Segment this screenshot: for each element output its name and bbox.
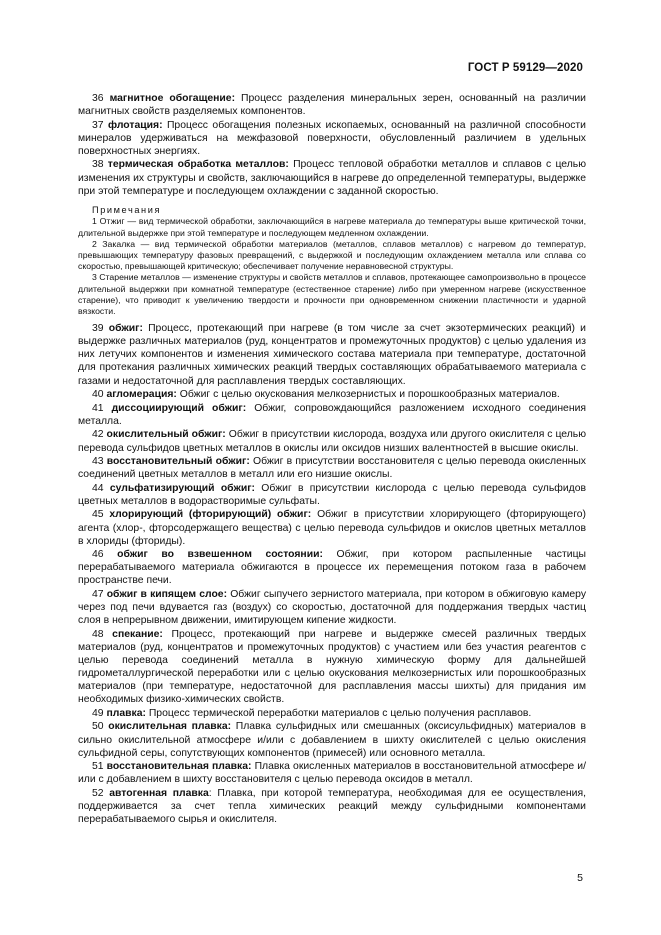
definition-52 <box>78 787 586 826</box>
definition-number: 36 <box>92 93 104 104</box>
definition-text: Процесс, протекающий при нагреве (в том числе за счет экзотермических реакций) и выдержке различных материалов (руд, концентратов и промежуточных продуктов) с целью удаления из них летучих компонентов и изменения химического состава материала при температуре, достаточной для протекания различных химических реакций твердых составляющих обрабатываемого материала с газами и недостаточной для расплавления твердых составляющих. <box>78 323 586 387</box>
definition-44 <box>78 482 586 508</box>
definition-term: сульфатизирующий обжиг: <box>109 482 255 494</box>
definition-text: Обжиг в присутствии кислорода с целью перевода сульфидов цветных металлов в водорастворимые сульфаты. <box>78 482 586 507</box>
definition-number: 46 <box>92 549 104 561</box>
definition-50 <box>78 720 586 759</box>
definition-46 <box>78 548 586 587</box>
definition-text: Процесс разделения минеральных зерен, основанный на различии магнитных свойств разделяемых компонентов. <box>78 93 586 118</box>
document-body <box>78 92 586 826</box>
definition-text: Обжиг с целью окускования мелкозернистых и порошкообразных материалов. <box>179 389 560 401</box>
standard-code-header: ГОСТ Р 59129—2020 <box>467 62 583 74</box>
definition-number: 44 <box>92 482 104 494</box>
definition-number: 50 <box>92 721 104 733</box>
definition-text: Процесс, протекающий при нагреве и выдержке смесей различных твердых материалов (руд, концентратов и промежуточных продуктов) с участием или без участия реагентов с целью перевода соединений металла в нужную химическую форму для дальнейшей гидрометаллургической переработки или с целью окускования мелкозернистых или порошкообразных материалов (при температуре, недостаточной для расплавления массы шихты) для придания им необходимых физико-химических свойств. <box>78 628 587 706</box>
definition-49 <box>78 707 586 720</box>
definition-51 <box>78 760 586 786</box>
definition-term: обжиг во взвешенном состоянии: <box>117 549 323 561</box>
definition-41 <box>78 402 586 428</box>
definition-term: диссоциирующий обжиг: <box>111 402 247 414</box>
definition-term: окислительный обжиг: <box>106 429 226 441</box>
definition-text: Обжиг сыпучего зернистого материала, при котором в обжиговую камеру через под печи вдувается газ (воздух) со скоростью, достаточной для поддержания твердых частиц слоя в непрерывном движении, имитирующем кипение жидкости. <box>78 589 587 627</box>
definition-number: 47 <box>92 589 104 601</box>
definition-text: Обжиг в присутствии кислорода, воздуха или другого окислителя с целью перевода сульфидов цветных металлов в окислы или оксидов низших валентностей в высшие окислы. <box>78 429 586 454</box>
notes-title: Примечания <box>92 204 162 215</box>
definition-47 <box>78 588 586 627</box>
definition-39 <box>78 322 586 387</box>
definition-number: 43 <box>92 456 104 468</box>
definition-42 <box>78 428 586 454</box>
note-3: 3 Старение металлов — изменение структуры и свойств металлов и сплавов, протекающее самопроизвольно в процессе длительной выдержки при комнатной температуре (естественное старение) либо при умеренном нагреве (искусственное старение), что приводит к увеличению твердости и прочности при одновременном снижении пластичности и ударной вязкости. <box>78 272 586 316</box>
definition-term: автогенная плавка <box>109 787 209 799</box>
definition-term: флотация: <box>107 119 163 131</box>
definition-number: 37 <box>92 119 104 131</box>
definition-text: Процесс обогащения полезных ископаемых, основанный на различной способности минералов удерживаться на межфазовой поверхности, обусловленный различием в удельных поверхностных энергиях. <box>78 119 586 157</box>
definition-term: плавка: <box>106 707 146 719</box>
definition-text: Обжиг в присутствии хлорирующего (фторирующего) агента (хлор-, фторсодержащего вещества) с целью перевода сульфидов и окислов цветных металлов в хлориды (фториды). <box>78 509 587 547</box>
notes-block <box>78 205 586 317</box>
definition-text: Обжиг, сопровождающийся разложением исходного соединения металла. <box>78 402 587 427</box>
definition-number: 52 <box>92 787 104 799</box>
definition-term: хлорирующий (фторирующий) обжиг: <box>109 509 312 521</box>
note-1: 1 Отжиг — вид термической обработки, заключающийся в нагреве материала до температуры выше критической точки, длительной выдержке при этой температуре и последующем медленном охлаждении. <box>78 216 586 238</box>
definition-number: 40 <box>92 389 104 401</box>
definition-text: Обжиг, при котором распыленные частицы перерабатываемого материала обжигаются в процессе их перемещения потоком газа в рабочем пространстве печи. <box>78 549 586 587</box>
definition-term: спекание: <box>112 628 163 640</box>
definition-text: Процесс тепловой обработки металлов и сплавов с целью изменения их структуры и свойств, заключающийся в нагреве до определенной температуры, выдержке при этой температуре и последующем охлаждении с заданной скоростью. <box>78 159 587 197</box>
definition-number: 48 <box>92 628 104 640</box>
definition-43 <box>78 455 586 481</box>
definition-number: 41 <box>92 402 104 414</box>
definition-term: обжиг: <box>108 323 143 335</box>
note-2: 2 Закалка — вид термической обработки материалов (металлов, сплавов металлов) с нагревом до температур, превышающих температуру фазовых превращений, с выдержкой и последующим охлаждением металла или сплава со скоростью, превышающей критическую; обеспечивает получение неравновесной структуры. <box>78 238 586 272</box>
definition-36 <box>78 92 586 118</box>
definition-38 <box>78 158 586 197</box>
definition-text: Плавка окисленных материалов в восстановительной атмосфере и/или с добавлением в шихту восстановителя с целью перевода оксидов в металл. <box>78 761 586 786</box>
definition-term: обжиг в кипящем слое: <box>106 589 228 601</box>
definition-term: магнитное обогащение: <box>109 93 236 104</box>
page-number: 5 <box>577 872 583 884</box>
definition-number: 49 <box>92 707 104 719</box>
definition-term: восстановительный обжиг: <box>106 456 250 468</box>
definition-40 <box>78 388 586 401</box>
definition-text: : Плавка, при которой температура, необходимая для ее осуществления, поддерживается за счет тепла химических реакций между сульфидными компонентами перерабатываемого сырья и окислителя. <box>78 787 586 826</box>
definition-term: окислительная плавка: <box>108 721 232 733</box>
definition-text: Процесс термической переработки материалов с целью получения расплавов. <box>148 707 532 719</box>
definition-term: восстановительная плавка: <box>106 761 252 773</box>
definition-text: Плавка сульфидных или смешанных (оксисульфидных) материалов в сильно окислительной атмосфере и/или с добавлением в шихту окислителей с целью окисления сульфидной серы, сопутствующих компонентов (примесей) или основного металла. <box>78 721 587 759</box>
definition-number: 39 <box>92 323 104 335</box>
definition-text: Обжиг в присутствии восстановителя с целью перевода окисленных соединений цветных металлов в металл или его низшие окислы. <box>78 456 586 481</box>
definition-37 <box>78 119 586 158</box>
definition-number: 38 <box>92 159 104 171</box>
definition-term: агломерация: <box>106 389 177 401</box>
definition-48 <box>78 628 586 707</box>
definition-number: 42 <box>92 429 104 441</box>
definition-term: термическая обработка металлов: <box>107 159 289 171</box>
definition-45 <box>78 508 586 547</box>
definition-number: 45 <box>92 509 104 521</box>
definition-number: 51 <box>92 761 104 773</box>
